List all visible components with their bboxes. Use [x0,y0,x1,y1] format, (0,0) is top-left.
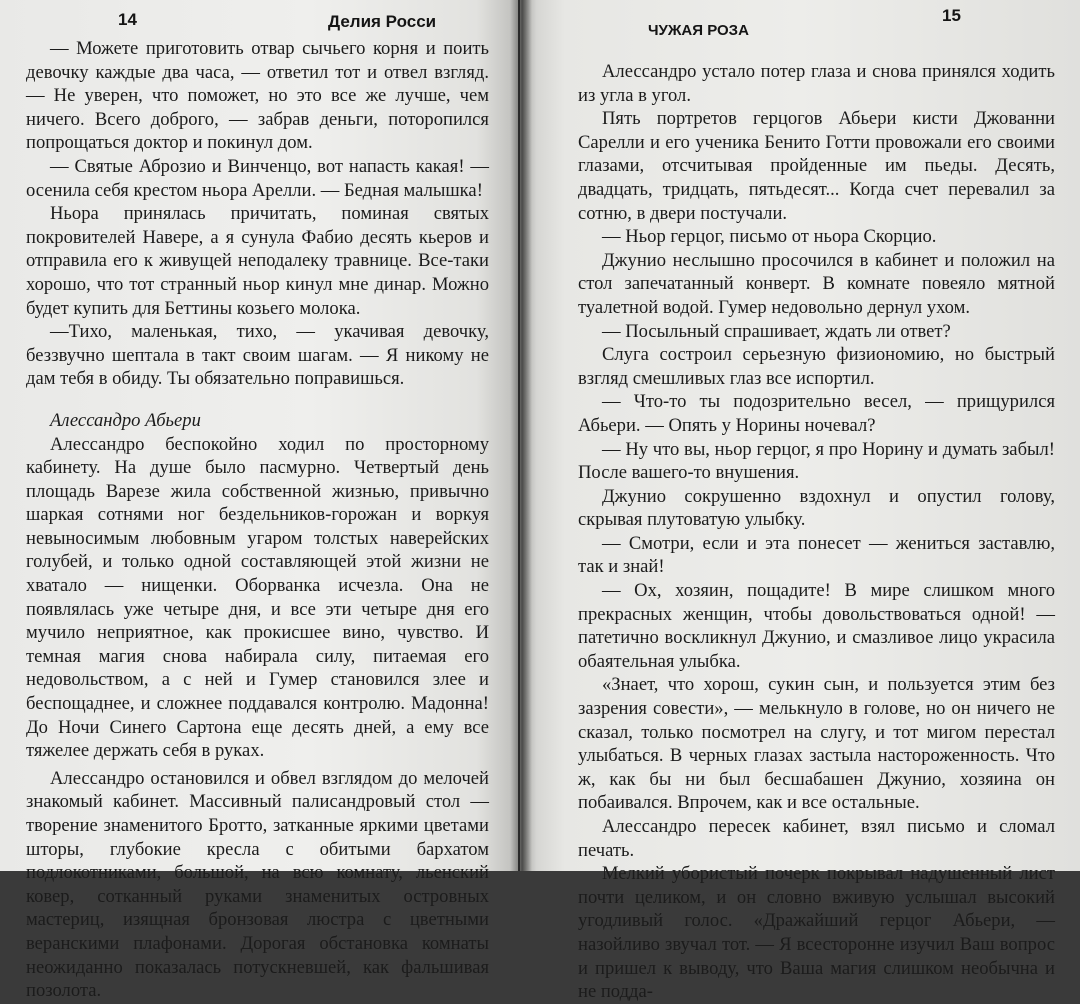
paragraph: — Ох, хозяин, пощадите! В мире слишком много прекрасных женщин, чтобы довольствоваться одной! — патетично воскликнул Джунио, и смазливое лицо украсила обаятельная улыбка. [578,580,1055,672]
paragraph: — Можете приготовить отвар сычьего корня и поить девочку каждые два часа, — ответил тот и отвел взгляд. — Не уверен, что поможет, но это все же лучше, чем ничего. Всего доброго, — забрав деньги, поторопился попрощаться доктор и покинул дом. [26,38,489,154]
paragraph: Джунио сокрушенно вздохнул и опустил голову, скрывая плутоватую улыбку. [578,485,1055,531]
body-text [26,37,489,1003]
paragraph: Джунио неслышно просочился в кабинет и положил на стол запечатанный конверт. В комнате повеяло мятной туалетной водой. Гумер недовольно дернул ухом. [578,249,1055,318]
left-page [0,0,518,1002]
paragraph: Ньора принялась причитать, поминая святых покровителей Навере, а я сунула Фабио десять кьеров и отправила его к живущей неподалеку травнице. Все-таки хорошо, что тот странный ньор кинул мне динар. Можно будет купить для Беттины козьего молока. [26,203,489,319]
paragraph: «Знает, что хорош, сукин сын, и пользуется этим без зазрения совести», — мелькнуло в голове, но он ничего не сказал, только посмотрел на слугу, и тот мигом перестал улыбаться. В черных глазах застыла настороженность. Что ж, как бы ни был бесшабашен Джунио, хозяина он побаивался. Впрочем, как и все остальные. [578,674,1055,814]
page-number: 15 [942,6,961,25]
right-page [520,0,1080,1003]
paragraph: — Святые Аброзио и Винченцо, вот напасть какая! — осенила себя крестом ньора Арелли. — Бедная малышка! [26,155,489,201]
section-heading: Алессандро Абьери [50,409,201,431]
paragraph: — Ньор герцог, письмо от ньора Скорцио. [602,226,937,248]
page-number: 14 [118,10,137,29]
body-text [578,60,1055,1004]
paragraph: Алессандро пересек кабинет, взял письмо и сломал печать. [578,816,1055,861]
paragraph: — Ну что вы, ньор герцог, я про Норину и думать забыл! После вашего-то внушения. [578,438,1055,484]
paragraph: — Что-то ты подозрительно весел, — прищурился Абьери. — Опять у Норины ночевал? [578,391,1055,436]
paragraph: Алессандро остановился и обвел взглядом до мелочей знакомый кабинет. Массивный палисандровый стол — творение знаменитого Бротто, затканные яркими цветами шторы, глубокие кресла с обитыми бархатом подлокотниками, большой, на всю комнату, льенский ковер, сотканный руками знаменитых островных мастериц, изящная бронзовая люстра с цветными веранскими плафонами. Дорогая обстановка комнаты неожиданно показалась потускневшей, как фальшивая позолота. [26,767,489,1002]
paragraph: — Смотри, если и эта понесет — жениться заставлю, так и знай! [578,532,1055,578]
paragraph: — Посыльный спрашивает, ждать ли ответ? [602,320,951,342]
paragraph: Мелкий убористый почерк покрывал надушенный лист почти целиком, и он словно вживую услышал высокий угодливый голос. «Дражайший герцог Абьери, — назойливо звучал тот. — Я всесторонне изучил Ваш вопрос и пришел к выводу, что Ваша магия слишком необычна и не подда- [578,863,1055,1003]
running-title: ЧУЖАЯ РОЗА [648,22,749,39]
paragraph: Алессандро беспокойно ходил по просторному кабинету. На душе было пасмурно. Четвертый день площадь Варезе жила собственной жизнью, привычно шаркая сотнями ног бездельников-горожан и воркуя невыносимым любовным угаром толстых наверейских голубей, и только одной составляющей этой жизни не хватало — нищенки. Оборванка исчезла. Она не появлялась уже четыре дня, и все эти четыре дня его мучило неприятное, как прокисшее вино, чувство. И темная магия снова набирала силу, питаемая его недовольством, а с ней и Гумер становился злее и беспощаднее, и сложнее поддавался контролю. Мадонна! До Ночи Синего Сартона еще десять дней, а ему все тяжелее держать себя в руках. [26,433,489,762]
running-title: Делия Росси [328,12,437,31]
paragraph: —Тихо, маленькая, тихо, — укачивая девочку, беззвучно шептала в такт своим шагам. — Я никому не дам тебя в обиду. Ты обязательно поправишься. [26,321,489,390]
paragraph: Алессандро устало потер глаза и снова принялся ходить из угла в угол. [578,61,1055,106]
paragraph: Слуга состроил серьезную физиономию, но быстрый взгляд смешливых глаз все испортил. [578,344,1055,389]
paragraph: Пять портретов герцогов Абьери кисти Джованни Сарелли и его ученика Бенито Готти провожали его своими глазами, отсчитывая пройденные им пьеды. Десять, двадцать, тридцать, пятьдесят... Когда счет перевалил за сотню, в двери постучали. [578,108,1055,224]
